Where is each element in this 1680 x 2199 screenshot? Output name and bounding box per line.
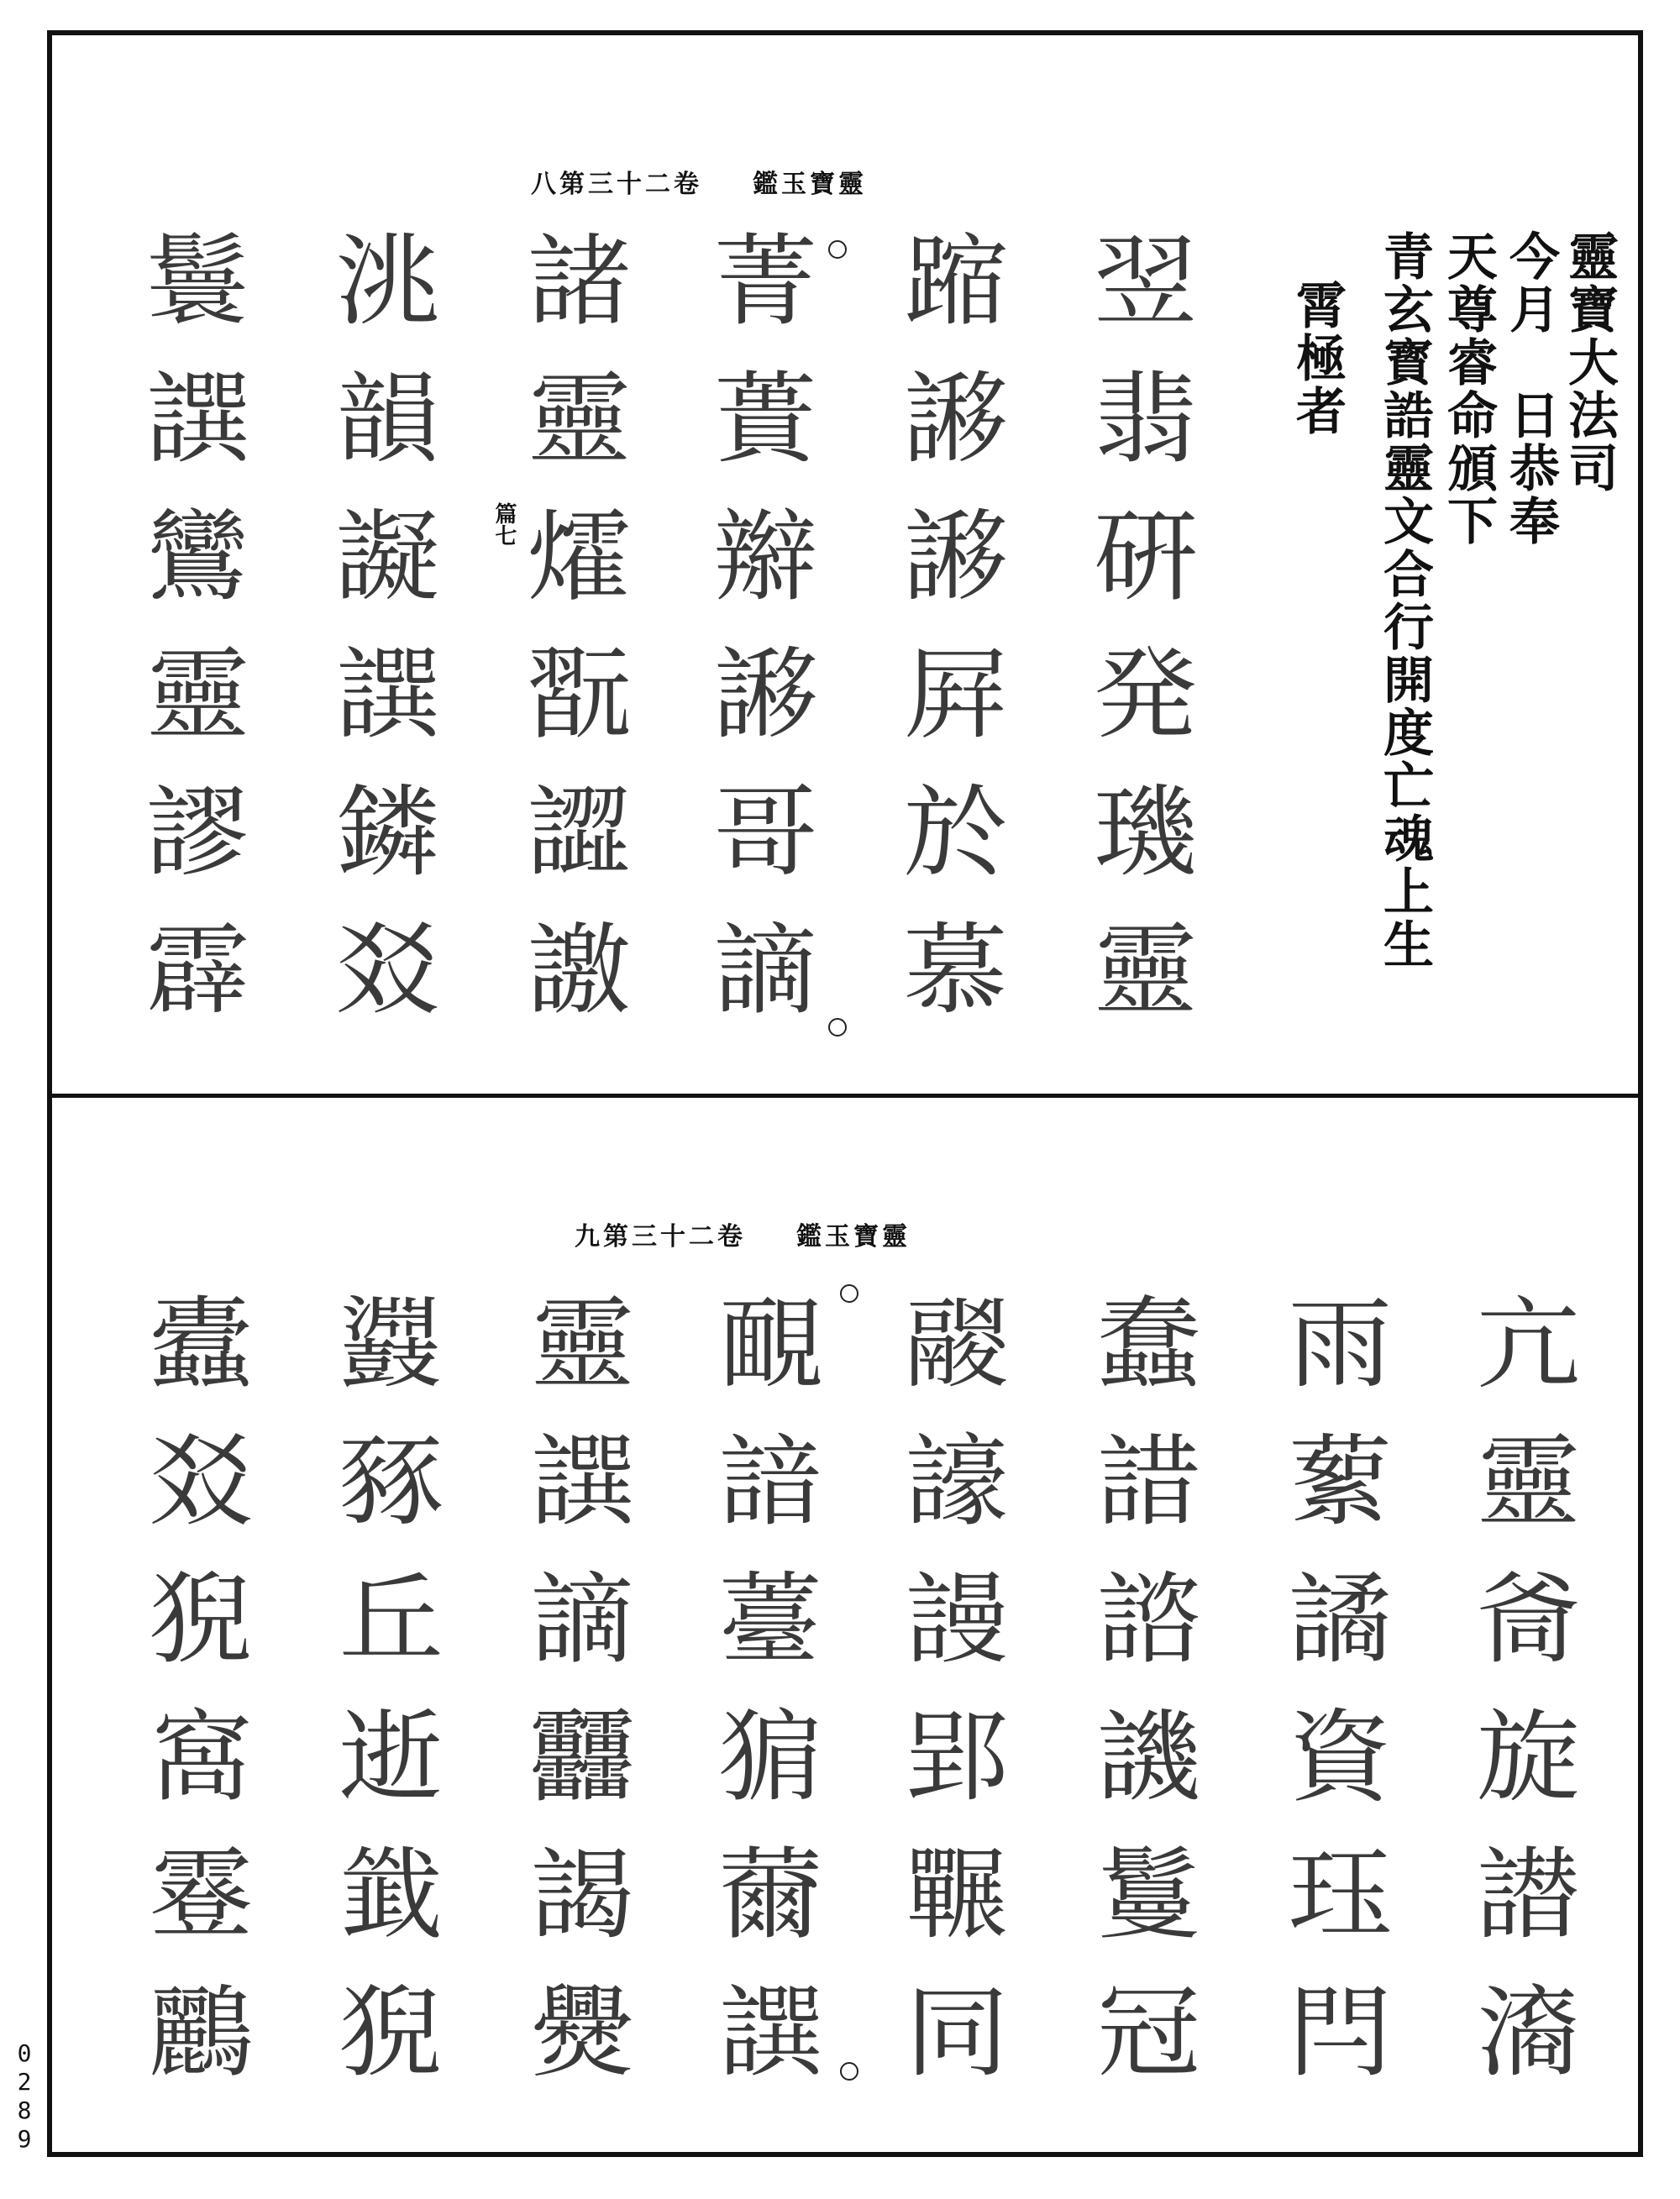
top-header: [531, 163, 867, 200]
seal-column-1: 亢靈㸗旋譛㵝: [1458, 1291, 1581, 2118]
page-number: [12, 2039, 37, 2154]
section-note: 篇七: [491, 502, 517, 546]
seal-column-8: 蠹㸚猊窩霯鸝: [131, 1291, 254, 2118]
seal-column-4: 諸靈㸌翫譅譤: [509, 228, 632, 1055]
top-header-fold: 八第三十二卷: [531, 170, 702, 199]
bottom-header-book: 鑑玉寶靈: [796, 1222, 911, 1252]
text-column-2: 今月 日恭奉: [1501, 230, 1560, 548]
punctuation-circle: [828, 240, 847, 259]
text-column-4: 青玄寳誥靈文合行開度亡魂上生: [1375, 230, 1434, 971]
bottom-page: [52, 1098, 1638, 2152]
seal-column-5: 洮韻譺譔鏻㸚: [318, 228, 440, 1055]
seal-column-7: 鼝豩丘逝韱猊: [321, 1291, 444, 2118]
punctuation-circle: [840, 2062, 858, 2081]
page-number-digit: 2: [17, 2068, 32, 2096]
seal-column-6: 鬟譔鸞靈謬霹: [128, 228, 250, 1055]
seal-column-2: 雨蕠譎資珏閂: [1270, 1291, 1393, 2118]
seal-column-2: 蹜謻謻屛於慕: [885, 228, 1008, 1055]
bottom-header-fold: 九第三十二卷: [575, 1222, 746, 1252]
seal-column-5: 靦諳薹猏薾譔: [701, 1291, 823, 2118]
seal-column-1: 翌翡硏発璣靈: [1075, 228, 1198, 1055]
punctuation-circle: [828, 1018, 847, 1037]
top-header-book: 鑑玉寶靈: [753, 170, 867, 199]
seal-column-3: 蠢諎諮譏鬘冠: [1079, 1291, 1201, 2118]
page-number-digit: 0: [17, 2039, 32, 2067]
text-column-5: 霄極者: [1288, 279, 1347, 438]
page-number-digit: 8: [17, 2097, 32, 2124]
page-number-digit: 9: [17, 2125, 32, 2153]
bottom-header: [575, 1215, 911, 1252]
punctuation-circle: [840, 1284, 858, 1303]
seal-column-4: 鬷譹謾郢囅同: [887, 1291, 1010, 2118]
text-column-3: 天尊睿命頒下: [1439, 230, 1498, 548]
seal-column-3: 菁蕢辮謻哥謫: [696, 228, 818, 1055]
top-page: [52, 35, 1638, 1094]
text-column-1: 靈寶大法司: [1560, 230, 1619, 495]
seal-column-6: 靈譔謫䨻謁㸑: [512, 1291, 635, 2118]
